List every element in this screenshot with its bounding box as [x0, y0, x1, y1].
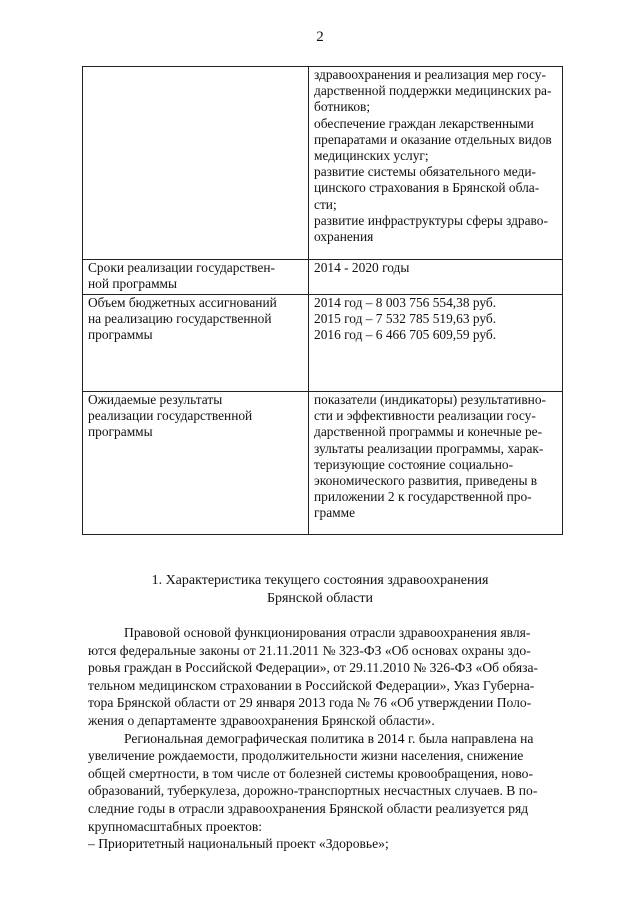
table-cell-label: [83, 67, 309, 260]
section-title: 1. Характеристика текущего состояния здравоохранения Брянской области: [151, 573, 489, 606]
page-number: 2: [316, 29, 324, 45]
table-cell-label: Объем бюджетных ассигнований на реализацию государственной программы: [83, 295, 309, 392]
table-cell-value: показатели (индикаторы) результативно- сти и эффективности реализации госу- дарственной программы и конечные ре- зультаты реализации программы, харак- теризующие состояние социально- экономического развития, приведены в приложении 2 к государственной про- грамме: [309, 392, 563, 535]
table-cell-label: Сроки реализации государствен- ной программы: [83, 260, 309, 295]
paragraph: Правовой основой функционирования отрасли здравоохранения явля- ются федеральные законы от 21.11.2011 № 323-ФЗ «Об основах охраны здо- ровья граждан в Российской Федерации», от 29.11.2010 № 326-ФЗ «Об обяза- тельном медицинском страховании в Российской Федерации», Указ Губерна- тора Брянской области от 29 января 2013 года № 76 «Об утверждении Поло- жения о департаменте здравоохранения Брянской области».: [88, 625, 539, 728]
program-passport-table: [82, 66, 563, 535]
body-text: [88, 624, 558, 853]
table-row: [83, 392, 563, 535]
paragraph: Региональная демографическая политика в 2014 г. была направлена на увеличение рождаемости, продолжительности жизни населения, снижение общей смертности, в том числе от болезней системы кровообращения, ново- образований, туберкулеза, дорожно-транспортных несчастных случаев. В по- следние годы в отрасли здравоохранения Брянской области реализуется ряд крупномасштабных проектов:: [88, 730, 538, 834]
table-cell-value: 2014 - 2020 годы: [309, 260, 563, 295]
table-row: [83, 260, 563, 295]
table-cell-value: 2014 год – 8 003 756 554,38 руб. 2015 год – 7 532 785 519,63 руб. 2016 год – 6 466 705 609,59 руб.: [309, 295, 563, 392]
list-item: – Приоритетный национальный проект «Здоровье»;: [88, 836, 389, 852]
table-row: [83, 67, 563, 260]
table-cell-label: Ожидаемые результаты реализации государственной программы: [83, 392, 309, 535]
table-cell-value: здравоохранения и реализация мер госу- дарственной поддержки медицинских ра- ботников; обеспечение граждан лекарственными препаратами и оказание отдельных видов медицинских услуг; развитие системы обязательного меди- цинского страхования в Брянской обла- сти; развитие инфраструктуры сферы здраво- охранения: [309, 67, 563, 260]
table-row: [83, 295, 563, 392]
